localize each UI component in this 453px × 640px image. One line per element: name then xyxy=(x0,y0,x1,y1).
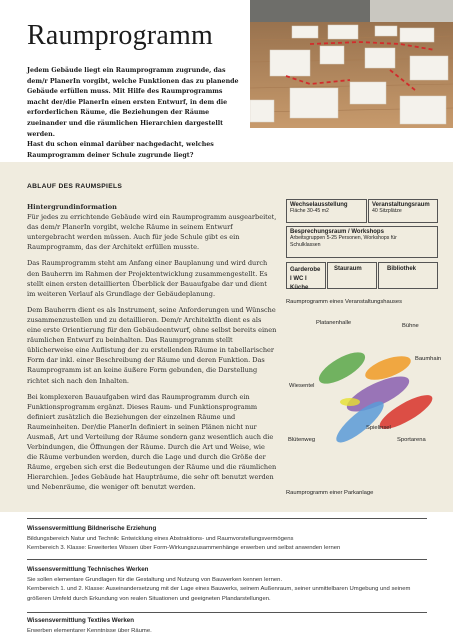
intro-text xyxy=(27,66,245,161)
footer-line: Erwerben elementarer Kenntnisse über Räume. xyxy=(27,628,152,634)
footer-line: Sie sollen elementare Grundlagen für die Gestaltung und Nutzung von Bauwerken kennen lernen. xyxy=(27,577,283,583)
page-title: Raumprogramm xyxy=(27,20,213,51)
intro-paragraph: Jedem Gebäude liegt ein Raumprogramm zugrunde, das dem/r PlanerIn vorgibt, welche Funktionen das zu planende Gebäude erfüllen muss. Mit Hilfe des Raumprogramms macht der/die PlanerIn einen ersten Entwurf, in dem die erforderlichen Räume, die Beziehungen der Räume zueinander und die räumlichen Hierarchien dargestellt werden. xyxy=(27,67,239,138)
diagram2-caption: Raumprogramm einer Parkanlage xyxy=(286,490,374,496)
footer-text xyxy=(27,535,432,554)
footer-line: Bildungsbereich Natur und Technik: Entwicklung eines Abstraktions- und Raumvorstellungsvermögens xyxy=(27,536,294,542)
park-diagram xyxy=(286,312,448,490)
room-game-photo xyxy=(250,0,453,128)
body-paragraph: Das Raumprogramm steht am Anfang einer Bauplanung und wird durch den Bauherrn im Rahmen der Projektentwicklung zusammengestellt. Es stellt einen ersten detaillierten Überblick der Bauaufgabe dar und dient im weiteren Verlauf als Grundlage der Gebäudeplanung. xyxy=(27,259,268,298)
room-box xyxy=(378,262,438,289)
footer-heading: Wissensvermittlung Bildnerische Erziehung xyxy=(27,525,157,532)
label-buehne: Bühne xyxy=(402,323,419,329)
room-box-title: Besprechungsraum / Workshops xyxy=(290,229,384,235)
room-box-title: Wechselausstellung xyxy=(290,202,348,208)
label-bluetenweg: Blütenweg xyxy=(288,437,316,443)
room-box-detail: 40 Sitzplätze xyxy=(372,208,402,214)
footer-heading: Wissensvermittlung Technisches Werken xyxy=(27,566,149,573)
park-diagram-graphic xyxy=(286,312,448,490)
label-spielinsel: Spielinsel xyxy=(366,425,391,431)
section-heading: ABLAUF DES RAUMSPIELS xyxy=(27,183,123,190)
floor-photo-image xyxy=(250,0,453,128)
footer-divider xyxy=(27,559,427,560)
footer-line: Kernbereich 1. und 2. Klasse: Auseinandersetzung mit der Lage eines Bauwerks, seinem Außenraum, seiner unmittelbaren Umgebung und seinem größeren Umfeld durch Erkundung von realen Situationen und geeigneten Plandarstellungen. xyxy=(27,586,411,602)
label-baumhain: Baumhain xyxy=(415,356,442,362)
room-box-detail: Fläche 30-45 m2 xyxy=(290,208,329,214)
footer-divider xyxy=(27,518,427,519)
body-paragraph: Für jedes zu errichtende Gebäude wird ein Raumprogramm ausgearbeitet, das dem/r PlanerIn vorgibt, welche Räume in seinem Entwurf untergebracht werden müssen. Auch für jede Schule gibt es ein Raumprogramm, das der Architekt erfüllen musste. xyxy=(27,213,277,252)
footer-text xyxy=(27,576,432,604)
body-paragraph: Bei komplexeren Bauaufgaben wird das Raumprogramm durch ein Funktionsprogramm ergänzt. Dieses Raum- und Funktionsprogramm definiert zusätzlich die Beziehungen der einzelnen Räume und Raumeinheiten. Der/die PlanerIn definiert in seinen Plänen nicht nur Ausmaß, Art und Verteilung der Räume sondern ganz wesentlich auch die Verbindungen, die Öffnungen der Räume. Durch die Art und Weise, wie die Räume verbunden werden, durch die Lage und durch die Größe der Räume, ergeben sich erst die Bedeutungen der Räume und die räumlichen Hierarchien. Jedes Gebäude hat Haupträume, die sehr oft benutzt werden und Nebenräume, die weniger oft benutzt werden. xyxy=(27,392,277,492)
room-box xyxy=(286,226,438,258)
body-text xyxy=(27,202,277,499)
room-box xyxy=(327,262,377,289)
accent-blob xyxy=(340,398,360,406)
room-box xyxy=(286,262,326,289)
room-box-title: Stauraum xyxy=(334,266,362,272)
room-box xyxy=(286,199,367,223)
footer-line: Kernbereich 3. Klasse: Erweitertes Wissen über Form-Wirkungszusammenhänge erwerben und selbst anwenden lernen xyxy=(27,545,341,552)
room-box-title: Veranstaltungsraum xyxy=(372,202,430,208)
label-sportarena: Sportarena xyxy=(397,437,426,443)
room-box xyxy=(368,199,438,223)
room-box-title: Bibliothek xyxy=(387,266,417,272)
footer-heading: Wissensvermittlung Textiles Werken xyxy=(27,617,134,624)
room-box-title: Garderobe I WC I Küche xyxy=(290,267,321,291)
diagram1-caption: Raumprogramm eines Veranstaltungshauses xyxy=(286,299,402,305)
body-subheading: Hintergrundinformation xyxy=(27,203,117,211)
label-platanenhalle: Platanenhalle xyxy=(316,320,352,326)
body-paragraph: Dem Bauherrn dient es als Instrument, seine Anforderungen und Wünsche zusammenzustellen und zu detaillieren. Dem/r ArchitektIn dient es als eine erste Orientierung für den Gebäudeentwurf, ohne selbst bereits einen räumlichen Entwurf zu beinhalten. Das Raumprogramm stellt üblicherweise eine Auflistung der zu erstellenden Räume in tabellarischer Form dar inkl. einer Beschreibung der Räume und deren Funktion. Das Raumprogramm ist an keine äußere Form gebunden, die Darstellung richtet sich nach den Inhalten. xyxy=(27,305,277,385)
room-box-detail: Arbeitsgruppen 5-25 Personen, Workshops für Schulklassen xyxy=(290,235,397,248)
footer-text xyxy=(27,627,432,636)
footer-divider xyxy=(27,612,427,613)
platanenhalle-blob xyxy=(314,346,369,389)
intro-question: Hast du schon einmal darüber nachgedacht, welches Raumprogramm deiner Schule zugrunde liegt? xyxy=(27,141,214,159)
label-wiesentel: Wiesentel xyxy=(289,383,315,389)
